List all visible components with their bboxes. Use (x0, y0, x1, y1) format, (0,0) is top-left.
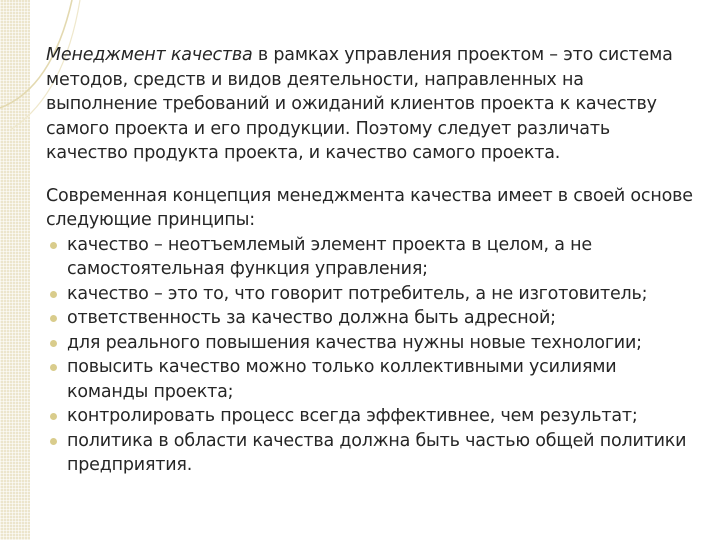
principles-intro: Современная концепция менеджмента качества имеет в своей основе следующие принципы: (46, 185, 693, 230)
list-item (46, 429, 696, 478)
definition-text: в рамках управления проектом – это система методов, средств и видов деятельности, направленных на выполнение требований и ожиданий клиентов проекта к качеству самого проекта и его продукции. Поэтому следует различать качество продукта проекта, и качество самого проекта. (46, 45, 673, 163)
list-item (46, 355, 696, 404)
definition-paragraph (46, 43, 696, 166)
list-item (46, 282, 696, 307)
list-item-text: для реального повышения качества нужны новые технологии; (67, 332, 642, 353)
list-item-text: ответственность за качество должна быть адресной; (67, 308, 556, 328)
list-item-text: качество – это то, что говорит потребитель, а не изготовитель; (67, 283, 648, 304)
list-item (46, 306, 696, 331)
list-item (46, 331, 696, 356)
list-item-text: качество – неотъемлемый элемент проекта в целом, а не самостоятельная функция управления; (67, 234, 592, 279)
principles-list (46, 233, 696, 478)
bullet-dot-icon (50, 291, 57, 298)
slide-content (46, 43, 696, 478)
list-item (46, 233, 696, 282)
bullet-dot-icon (50, 315, 57, 322)
paragraph-spacer (46, 166, 696, 184)
list-item (46, 404, 696, 429)
bullet-dot-icon (50, 413, 57, 420)
bullet-dot-icon (50, 438, 57, 445)
list-item-text: повысить качество можно только коллективными усилиями команды проекта; (67, 357, 617, 402)
list-item-text: политика в области качества должна быть частью общей политики предприятия. (67, 430, 687, 475)
list-item-text: контролировать процесс всегда эффективнее, чем результат; (67, 406, 638, 426)
bullet-dot-icon (50, 364, 57, 371)
bullet-dot-icon (50, 340, 57, 347)
bullet-dot-icon (50, 242, 57, 249)
definition-term: Менеджмент качества (46, 45, 253, 65)
